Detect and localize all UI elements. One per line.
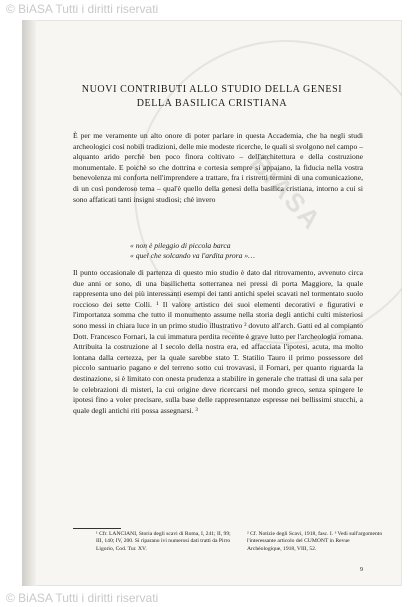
verse-line-2: « quel che solcando va l'ardita prora »…: [130, 250, 255, 260]
article-title-line-2: DELLA BASILICA CRISTIANA: [136, 98, 288, 109]
footnote-2: ² Cf. Notizie degli Scavi, 1918, fasc. I. ³ Vedi sull'argomento l'interessante articolo del CUMONT in Revue Archéologique, 1918, VIII, 52.: [247, 531, 383, 552]
bottom-watermark-banner: [0, 590, 420, 607]
paragraph-2: Il punto occasionale di partenza di questo mio studio è dato dal ritrovamento, avvenuto circa due anni or sono, di una basilichetta sotterranea nei pressi di porta Maggiore, la quale rappresenta uno dei più interessanti esempi dei tanti antichi spelei scavati nel tormentato suolo roccioso dei sette Colli. ¹ Il valore artistico dei suoi elementi decorativi e figurativi e l'importanza somma che tutto il monumento assume nella storia degli antichi culti misteriosi sono messi in chiara luce in un primo studio illustrativo ² dovuto all'arch. Gatti ed al compianto Dott. Francesco Fornari, la cui immatura perdita recente è grave lutto per l'archeologia romana. Attribuita la costruzione al I secolo della nostra era, ed affacciata l'ipotesi, acuta, ma molto lontana dalla certezza, per la quale sarebbe stato T. Statilio Tauro il primo possessore del piccolo santuario pagano e del terreno sotto cui trovavasi, il Fornari, per quanto riguarda la destinazione, si è limitato con onesta prudenza a stabilire in generale che trattasi di una sala per le celebrazioni di misteri, la cui origine deve ricercarsi nel mondo greco, senza spingere le ipotesi fino a voler precisare, sulla base delle rappresentanze espresse nei bellissimi stucchi, a quale degli antichi riti possa assegnarsi. ³: [73, 268, 363, 415]
footnote-1: ¹ Cfr. LANCIANI, Storia degli scavi di Roma, I, 241; II, 99; III, 140; IV, 200. Si riparano ivi numerosi dati tratti da Pirro Ligorio, Cod. Tur. XV.: [96, 531, 231, 552]
verse-line-1: « non è pileggio di piccola barca: [130, 241, 231, 250]
verse-quote: [130, 241, 330, 260]
article-title-line-1: NUOVI CONTRIBUTI ALLO STUDIO DELLA GENESI: [81, 84, 343, 95]
library-stamp-watermark: BiASA: [71, 20, 402, 407]
footnote-divider: [73, 528, 121, 529]
top-watermark-banner: [0, 0, 420, 18]
bottom-watermark-text: © BiASA Tutti i diritti riservati: [6, 591, 159, 605]
top-watermark-text: © BiASA Tutti i diritti riservati: [6, 2, 159, 16]
page-number: 9: [360, 567, 363, 573]
paragraph-1: È per me veramente un alto onore di poter parlare in questa Accademia, che ha negli studi archeologici così nobili tradizioni, delle mie modeste ricerche, le quali si svolgono nel campo – alquanto arido perchè ben poco finora coltivato – dell'architettura e della costruzione monumentale. E poichè so che dottrina e cortesia sempre si appaiano, la fiducia nella vostra benevolenza mi conforta nell'imprendere a trattare, fra i ristretti termini di una comunicazione, di un così ponderoso tema – qual'è quello della genesi della basilica cristiana, intorno a cui si sono affaticati tanti insigni studiosi; chè invero: [73, 131, 363, 204]
